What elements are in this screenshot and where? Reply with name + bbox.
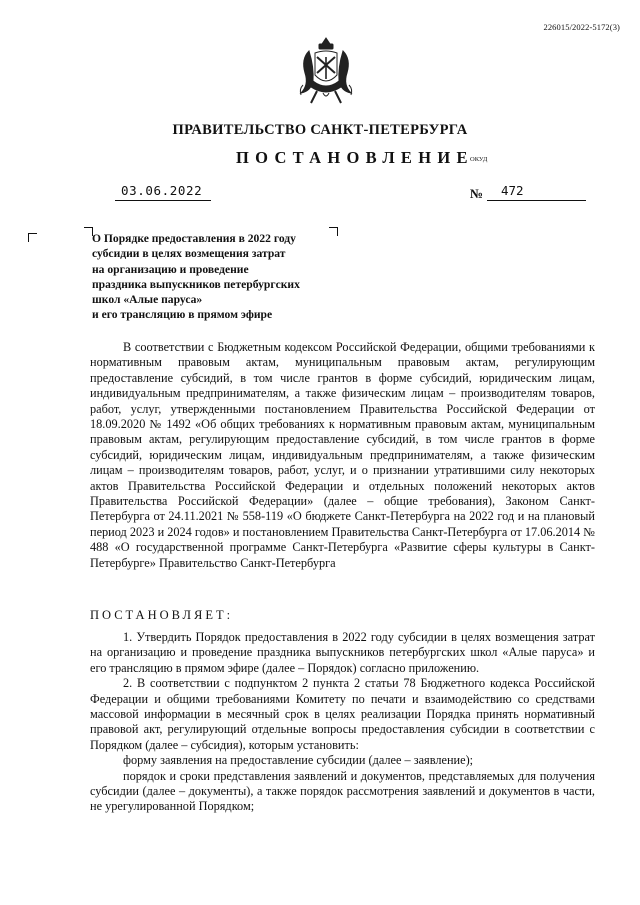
document-subject bbox=[92, 231, 300, 323]
subject-line: субсидии в целях возмещения затрат bbox=[92, 247, 286, 261]
decree-subitem: форму заявления на предоставление субсидии (далее – заявление); bbox=[123, 753, 474, 768]
subject-line: праздника выпускников петербургских bbox=[92, 277, 300, 291]
document-type-title: ПОСТАНОВЛЕНИЕ bbox=[236, 148, 474, 167]
decree-item: 1. Утвердить Порядок предоставления в 2022 году субсидии в целях возмещения затрат на организацию и проведение праздника выпускников петербургских школ «Алые паруса» и его трансляцию в прямом эфире (далее – Порядок) согласно приложению. bbox=[90, 630, 595, 675]
decree-items bbox=[90, 630, 595, 815]
document-date: 03.06.2022 bbox=[115, 183, 211, 201]
subject-line: и его трансляцию в прямом эфире bbox=[92, 308, 273, 322]
corner-mark-subject-end bbox=[329, 227, 338, 236]
corner-mark-left bbox=[28, 233, 37, 242]
decree-heading: ПОСТАНОВЛЯЕТ: bbox=[90, 608, 234, 622]
decree-subitem: порядок и сроки представления заявлений и документов, представляемых для получения субсидии (далее – документы), а также порядок рассмотрения заявлений и документов в части, не урегулированной Порядком; bbox=[90, 768, 595, 814]
subject-line: О Порядке предоставления в 2022 году bbox=[92, 232, 296, 245]
preamble-paragraph: В соответствии с Бюджетным кодексом Российской Федерации, общими требованиями к нормативным правовым актам, муниципальным правовым актам, регулирующим предоставление субсидий, в том числе грантов в форме субсидий, юридическим лицам, индивидуальным предпринимателям, а также физическим лицам – производителям товаров, работ, услуг, утвержденными постановлением Правительства Российской Федерации от 18.09.2020 № 1492 «Об общих требованиях к нормативным правовым актам, муниципальным правовым актам, регулирующим предоставление субсидий, в том числе грантов в форме субсидий, юридическим лицам, индивидуальным предпринимателям, а также физическим лицам – производителям товаров, работ, услуг, и о признании утратившими силу некоторых актов Правительства Российской Федерации и отдельных положений некоторых актов Правительства Российской Федерации» (далее – общие требования), Законом Санкт-Петербурга от 24.11.2021 № 558-119 «О бюджете Санкт-Петербурга на 2022 год и на плановый период 2023 и 2024 годов» и постановлением Правительства Санкт-Петербурга от 17.06.2014 № 488 «О государственной программе Санкт-Петербурга «Развитие сферы культуры в Санкт-Петербурге» Правительство Санкт-Петербурга bbox=[90, 340, 595, 570]
document-registration-number: 226015/2022-5172(3) bbox=[543, 22, 620, 32]
st-petersburg-coat-of-arms-icon bbox=[295, 35, 357, 107]
subject-line: школ «Алые паруса» bbox=[92, 293, 203, 307]
preamble-block bbox=[90, 340, 595, 571]
okud-label: ОКУД bbox=[470, 156, 488, 163]
organization-title: ПРАВИТЕЛЬСТВО САНКТ-ПЕТЕРБУРГА bbox=[172, 122, 468, 138]
decree-item: 2. В соответствии с подпунктом 2 пункта 2 статьи 78 Бюджетного кодекса Российской Федерации и общими требованиями Комитету по печати и взаимодействию со средствами массовой информации в месячный срок в целях реализации Порядка принять нормативный правовой акт, регулирующий отдельные вопросы предоставления субсидии в соответствии с Порядком (далее – субсидия), которым установить: bbox=[90, 676, 595, 752]
subject-line: на организацию и проведение bbox=[92, 262, 249, 276]
document-number: 472 bbox=[487, 183, 586, 201]
number-label: № bbox=[470, 186, 484, 201]
